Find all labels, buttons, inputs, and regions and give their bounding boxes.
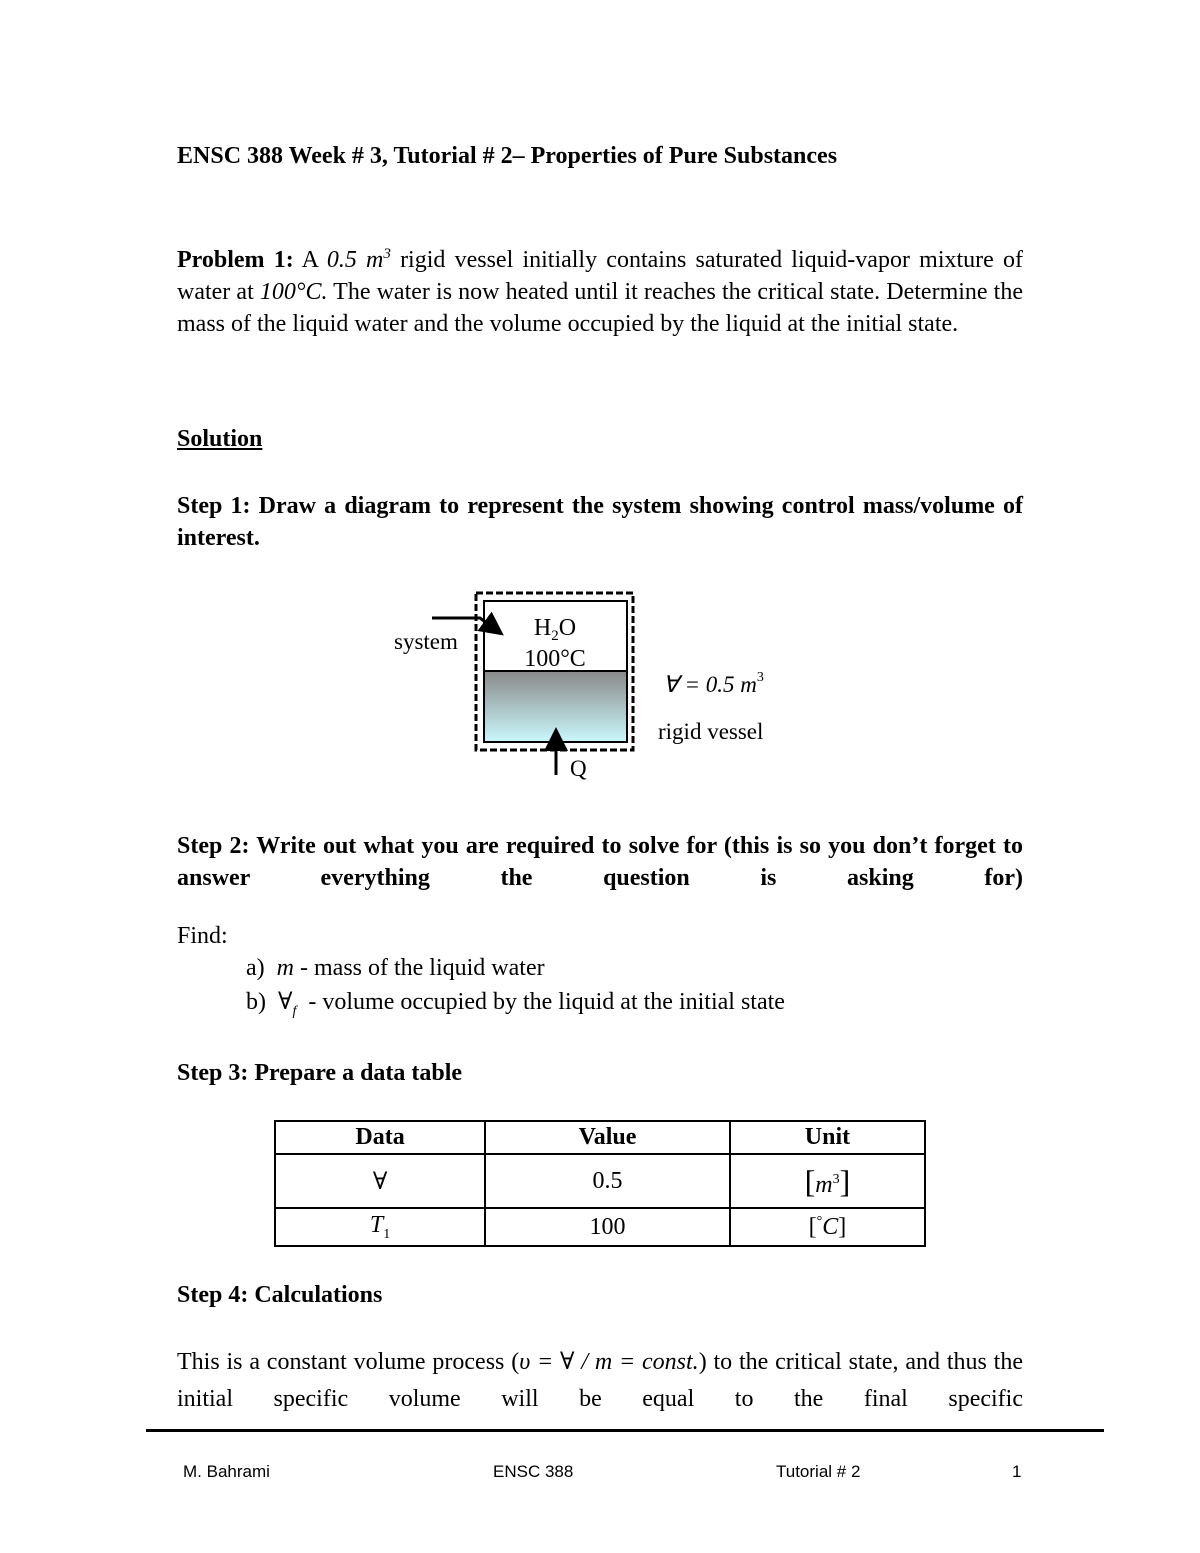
substance-label: $H_2O$ [533,615,577,644]
liquid-water [485,672,626,741]
table-cell-value: 100 [485,1208,730,1246]
footer-page-number: 1 [1012,1462,1022,1481]
table-header: Value [485,1121,730,1154]
problem-text-2: The water is now heated until it reaches the critical state. Determine the mass of the liquid water and the volume occupied by the liquid at the initial state. [177,279,1023,337]
problem-volume: 0.5 $m^3$ [326,246,391,273]
table-header: Unit [730,1121,925,1154]
footer-rule [146,1429,1104,1432]
table-cell-value: 0.5 [485,1154,730,1208]
table-cell-unit: $[m^3]$ [730,1154,925,1208]
calc-formula: υ = ∀ / m = const. [519,1349,699,1375]
find-item-a [246,955,545,982]
step4-heading: Step 4: Calculations [177,1282,383,1308]
page-title: ENSC 388 Week # 3, Tutorial # 2– Properties of Pure Substances [177,143,838,169]
table-row [275,1154,925,1208]
calc-text-pre: This is a constant volume process ( [177,1349,520,1375]
step3-heading: Step 3: Prepare a data table [177,1060,463,1086]
table-header: Data [275,1121,485,1154]
find-symbol-b: $\forall_f$ [278,989,297,1019]
footer-author: M. Bahrami [183,1462,270,1481]
step1-heading: Step 1: Draw a diagram to represent the system showing control mass/volume of interest. [177,493,1023,551]
find-marker-b: b) [246,989,266,1015]
footer-course: ENSC 388 [493,1462,574,1481]
table-header-row [275,1121,925,1154]
problem-temperature: 100°C. [259,279,328,305]
calc-text-post: ) to the critical state, and thus the initial specific volume will be equal to the final specific [177,1349,1024,1412]
find-item-b [246,987,785,1020]
table-cell-unit: [°C] [730,1208,925,1246]
find-label: Find: [177,923,228,949]
temperature-label: 100°C [524,646,586,672]
system-label: system [394,629,458,654]
table-cell-data: ∀ [275,1154,485,1208]
problem-statement [177,238,1023,340]
system-diagram [380,585,820,790]
vessel-label: rigid vessel [658,719,764,744]
calculation-text [177,1344,1023,1455]
table-row [275,1208,925,1246]
problem-text-pre: A [301,247,318,273]
find-text-a: - mass of the liquid water [300,955,545,981]
footer-tutorial: Tutorial # 2 [776,1462,861,1481]
solution-heading: Solution [177,426,263,452]
table-cell-data: $T_1$ [275,1208,485,1246]
volume-label: ∀ = 0.5 $m^3$ [663,670,764,697]
heat-label: Q [570,756,587,781]
find-marker-a: a) [246,955,265,981]
find-text-b: - volume occupied by the liquid at the initial state [308,989,785,1015]
problem-label: Problem 1: [177,247,294,273]
find-symbol-a: m [276,955,294,981]
problem-text-1: rigid vessel initially contains saturated liquid-vapor mixture of water at [177,247,1023,305]
step2-heading: Step 2: Write out what you are required to solve for (this is so you don’t forget to answer everything the question is asking for) [177,833,1023,891]
data-table [274,1120,926,1247]
